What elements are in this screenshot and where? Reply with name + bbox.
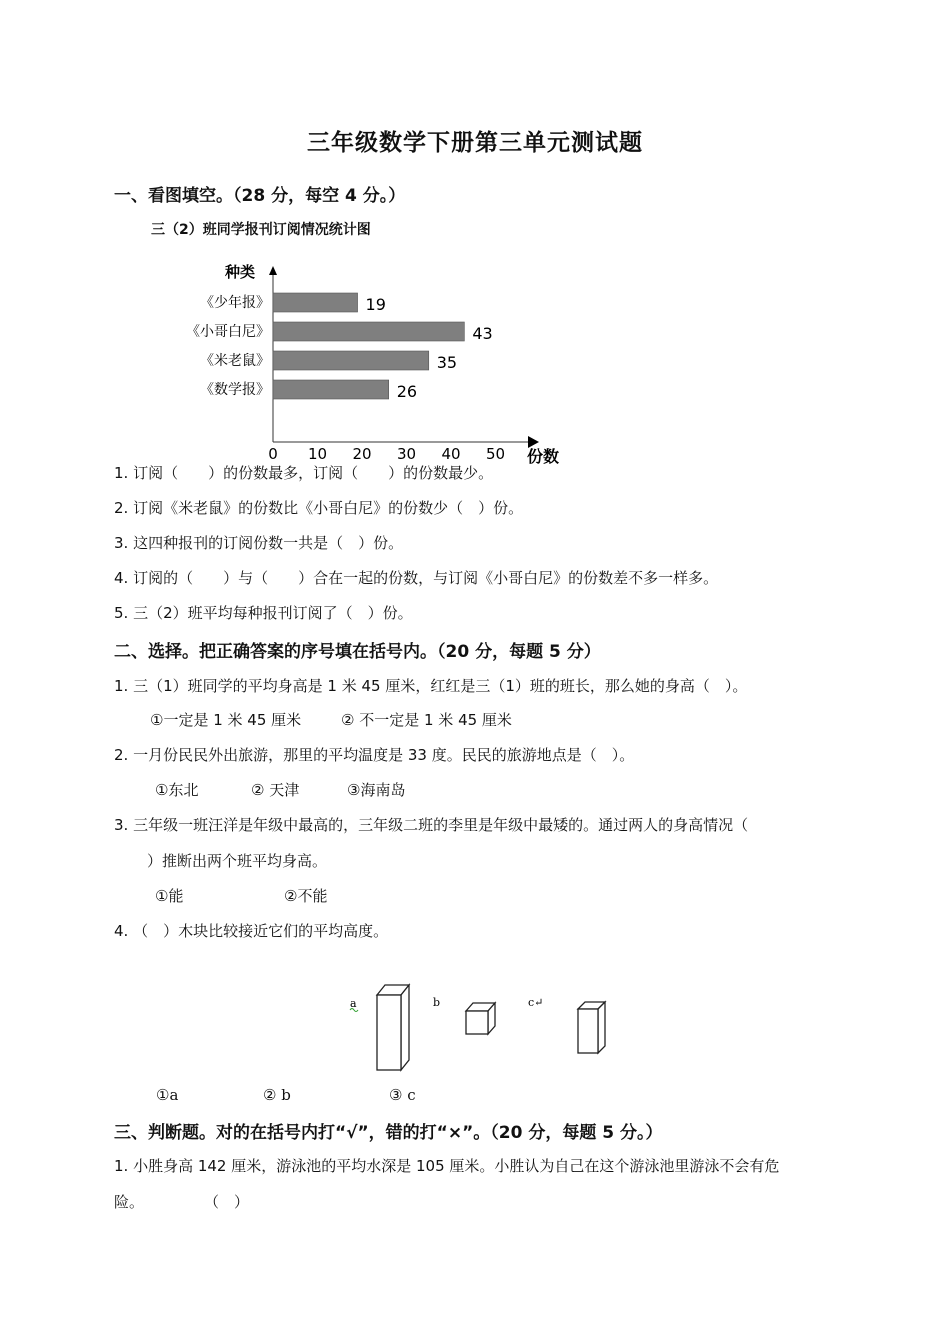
bar xyxy=(273,351,429,370)
y-axis-arrow xyxy=(269,266,277,275)
bar-value-label: 19 xyxy=(365,295,386,314)
s2-q4-option-3: ③ c xyxy=(389,1086,416,1104)
block-a-label: a xyxy=(350,997,357,1010)
s3-question-1-line-1: 1. 小胜身高 142 厘米，游泳池的平均水深是 105 厘米。小胜认为自己在这个游泳池里游泳不会有危 xyxy=(114,1157,780,1175)
s1-question-1: 1. 订阅（ ）的份数最多，订阅（ ）的份数最少。 xyxy=(114,464,494,482)
x-tick-label: 50 xyxy=(485,445,506,463)
s2-question-2: 2. 一月份民民外出旅游，那里的平均温度是 33 度。民民的旅游地点是（ ）。 xyxy=(114,746,635,764)
block-a xyxy=(377,985,409,1070)
chart-caption: 三（2）班同学报刊订阅情况统计图 xyxy=(151,222,371,238)
category-label: 《小哥白尼》 xyxy=(186,324,270,340)
x-tick-label: 10 xyxy=(307,445,328,463)
block-c-label: c↵ xyxy=(528,996,544,1009)
x-tick-label: 0 xyxy=(268,445,278,463)
s2-q1-option-1: ①一定是 1 米 45 厘米 xyxy=(150,711,302,729)
bar-value-label: 26 xyxy=(396,382,418,401)
s1-question-4: 4. 订阅的（ ）与（ ）合在一起的份数，与订阅《小哥白尼》的份数差不多一样多。 xyxy=(114,569,719,587)
x-tick-label: 30 xyxy=(396,445,417,463)
page-title: 三年级数学下册第三单元测试题 xyxy=(307,130,643,156)
section3-heading: 三、判断题。对的在括号内打“√”，错的打“×”。（20 分，每题 5 分。） xyxy=(114,1123,663,1143)
bar-value-label: 43 xyxy=(472,324,493,343)
bar xyxy=(273,380,389,399)
s1-question-5: 5. 三（2）班平均每种报刊订阅了（ ）份。 xyxy=(114,604,413,622)
s1-question-3: 3. 这四种报刊的订阅份数一共是（ ）份。 xyxy=(114,534,404,552)
category-label: 《少年报》 xyxy=(200,295,270,311)
s2-question-1: 1. 三（1）班同学的平均身高是 1 米 45 厘米，红红是三（1）班的班长，那么她的身高（ ）。 xyxy=(114,677,748,695)
x-tick-label: 20 xyxy=(352,445,372,463)
s2-q2-option-3: ③海南岛 xyxy=(347,781,406,799)
s2-q3-option-2: ②不能 xyxy=(284,887,328,905)
section1-heading: 一、看图填空。（28 分，每空 4 分。） xyxy=(114,186,406,206)
s2-question-3-line-2: ）推断出两个班平均身高。 xyxy=(147,852,328,870)
s2-q4-option-1: ①a xyxy=(156,1086,179,1104)
category-label: 《数学报》 xyxy=(200,382,270,398)
category-label: 《米老鼠》 xyxy=(200,353,270,369)
s2-q1-option-2: ② 不一定是 1 米 45 厘米 xyxy=(341,711,512,729)
wood-blocks-figure xyxy=(340,980,630,1075)
bar xyxy=(273,322,464,341)
s2-q2-option-1: ①东北 xyxy=(155,781,199,799)
block-c xyxy=(578,1002,605,1053)
bar-chart xyxy=(170,255,590,470)
block-b-label: b xyxy=(433,996,441,1009)
s3-question-1-line-2: 险。 （ ） xyxy=(114,1193,250,1211)
x-axis-label: 份数 xyxy=(527,447,560,466)
s2-question-4: 4. （ ）木块比较接近它们的平均高度。 xyxy=(114,922,389,940)
s2-q2-option-2: ② 天津 xyxy=(251,781,300,799)
s2-question-3-line-1: 3. 三年级一班汪洋是年级中最高的，三年级二班的李里是年级中最矮的。通过两人的身高情况（ xyxy=(114,816,749,834)
s1-question-2: 2. 订阅《米老鼠》的份数比《小哥白尼》的份数少（ ）份。 xyxy=(114,499,524,517)
bar xyxy=(273,293,358,312)
y-axis-label: 种类 xyxy=(225,263,256,281)
bar-value-label: 35 xyxy=(436,353,458,372)
s2-q4-option-2: ② b xyxy=(263,1086,291,1104)
s2-q3-option-1: ①能 xyxy=(155,887,184,905)
block-b xyxy=(466,1003,495,1034)
section2-heading: 二、选择。把正确答案的序号填在括号内。（20 分，每题 5 分） xyxy=(114,642,601,662)
x-tick-label: 40 xyxy=(441,445,461,463)
